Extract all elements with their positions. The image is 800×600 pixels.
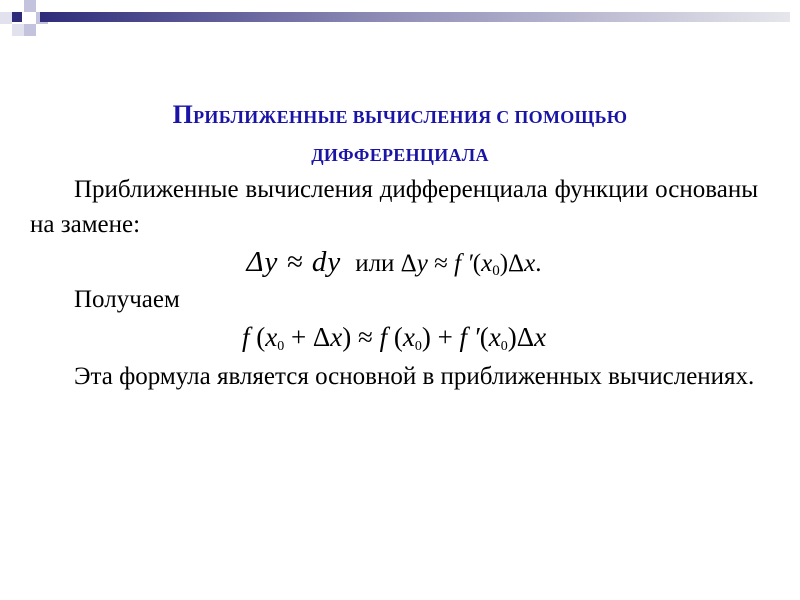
paragraph-intro: Приближенные вычисления дифференциала функции основаны на замене: bbox=[30, 176, 758, 238]
header-gradient-bar bbox=[40, 12, 790, 22]
decor-square-faint bbox=[12, 24, 24, 36]
decor-square-faint bbox=[0, 12, 12, 24]
formula-approximation: f $(x_0 + \Delta x) \approx f$ $(x_0) + f$ $'(x_0)\Delta x$ bbox=[241, 322, 547, 354]
title-line-2: ДИФФЕРЕНЦИАЛА bbox=[311, 145, 489, 165]
decor-square-dark bbox=[12, 12, 22, 22]
header-decoration bbox=[0, 0, 800, 60]
decor-square-light bbox=[24, 24, 36, 36]
formula-delta-y-approx-derivative: или Δy ≈ f $'(x_0)\Delta x$. bbox=[355, 250, 542, 279]
formula-delta-y-approx-dy: Δy ≈ dy bbox=[246, 246, 342, 278]
label-get: Получаем bbox=[74, 286, 180, 313]
paragraph-conclusion: Эта формула является основной в приближенных вычислениях. bbox=[74, 363, 755, 390]
decor-square-light bbox=[24, 0, 36, 12]
slide-body bbox=[30, 172, 758, 394]
title-line-1: ПРИБЛИЖЕННЫЕ ВЫЧИСЛЕНИЯ С ПОМОЩЬЮ bbox=[172, 100, 628, 129]
slide-title bbox=[0, 96, 800, 174]
formula-row-1 bbox=[30, 242, 758, 282]
